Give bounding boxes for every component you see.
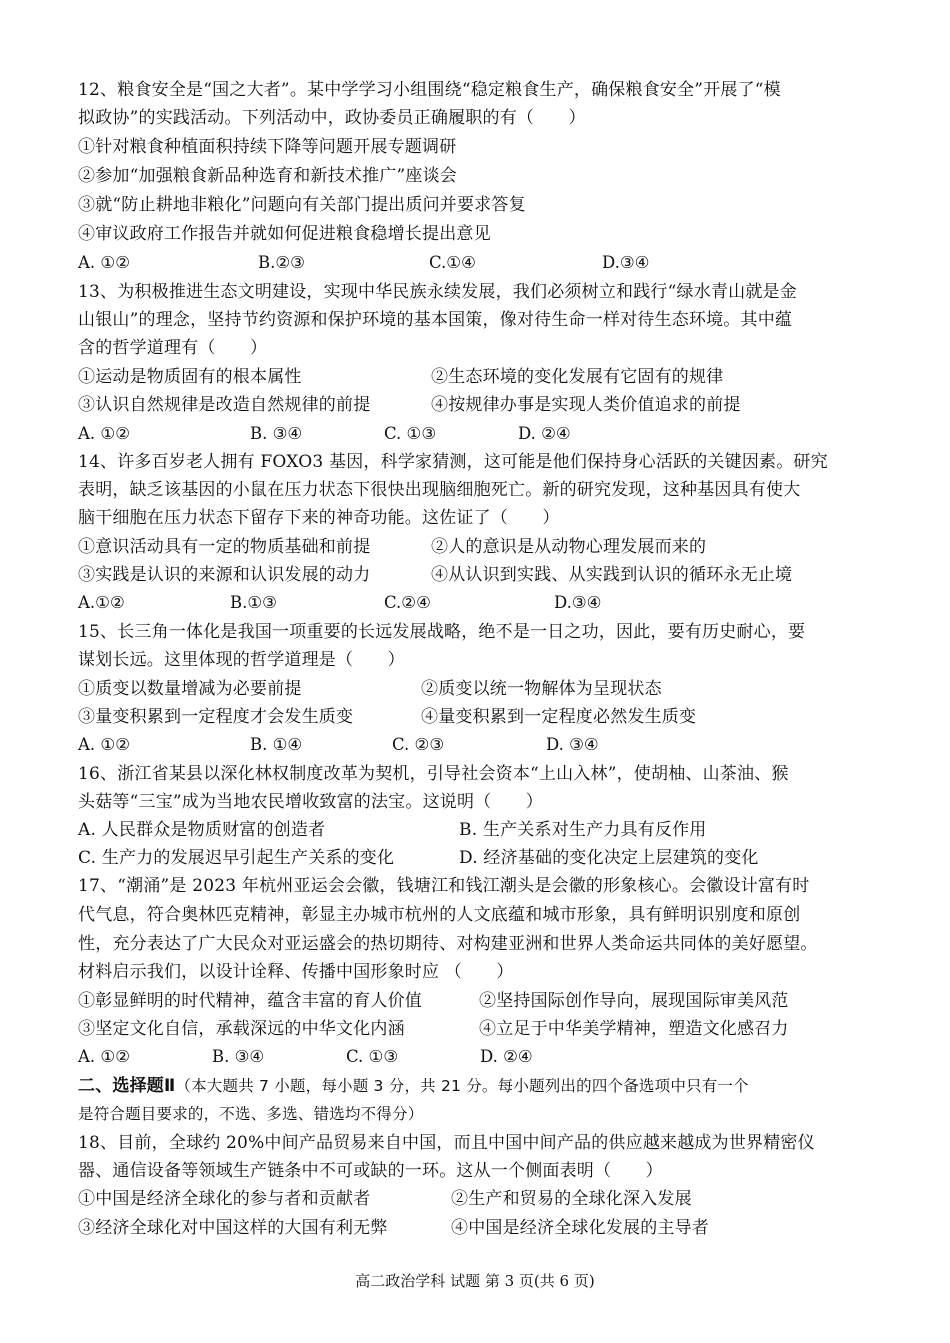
q17-item: ①彰显鲜明的时代精神，蕴含丰富的育人价值 (78, 991, 422, 1011)
option-b: B. ①④ (250, 735, 303, 754)
q12-item: ①针对粮食种植面积持续下降等问题开展专题调研 (78, 137, 457, 157)
option-d: D. ②④ (518, 424, 571, 443)
option-b: B. ③④ (250, 424, 303, 443)
option-a: A.①② (78, 593, 125, 612)
option-b: B.①③ (230, 593, 277, 612)
q15-item: ③量变积累到一定程度才会发生质变 (78, 707, 354, 727)
q14-stem: 14、许多百岁老人拥有 FOXO3 基因，科学家猜测，这可能是他们保持身心活跃的关键因素。研究 (78, 452, 828, 472)
q13-item: ②生态环境的变化发展有它固有的规律 (431, 367, 724, 387)
q18-item: ③经济全球化对中国这样的大国有利无弊 (78, 1218, 388, 1238)
option-c: C. 生产力的发展迟早引起生产关系的变化 (78, 848, 395, 868)
q15-item: ①质变以数量增减为必要前提 (78, 679, 302, 699)
q14-item: ②人的意识是从动物心理发展而来的 (431, 537, 707, 557)
q13-stem: 13、为积极推进生态文明建设，实现中华民族永续发展，我们必须树立和践行“绿水青山就是金 (78, 282, 797, 302)
q15-stem: 15、长三角一体化是我国一项重要的长远发展战略，绝不是一日之功，因此，要有历史耐心，要 (78, 622, 806, 642)
q18-item: ①中国是经济全球化的参与者和贡献者 (78, 1189, 371, 1209)
option-a: A. ①② (78, 735, 130, 754)
q15-item: ④量变积累到一定程度必然发生质变 (421, 707, 697, 727)
q13-item: ③认识自然规律是改造自然规律的前提 (78, 395, 371, 415)
option-d: D.③④ (554, 593, 602, 612)
q13-stem: 山银山”的理念，坚持节约资源和保护环境的基本国策，像对待生命一样对待生态环境。其中蕴 (78, 310, 793, 330)
q17-item: ④立足于中华美学精神，塑造文化感召力 (479, 1019, 789, 1039)
q18-item: ②生产和贸易的全球化深入发展 (451, 1189, 692, 1209)
q12-item: ②参加“加强粮食新品种选育和新技术推广”座谈会 (78, 166, 457, 186)
q17-stem: 性，充分表达了广大民众对亚运盛会的热切期待、对构建亚洲和世界人类命运共同体的美好愿望。 (78, 934, 818, 954)
option-d: D.③④ (602, 253, 650, 272)
q14-item: ④从认识到实践、从实践到认识的循环永无止境 (431, 565, 793, 585)
section-note: （本大题共 7 小题，每小题 3 分，共 21 分。每小题列出的四个备选项中只有一个 (175, 1077, 749, 1095)
q17-item: ②坚持国际创作导向，展现国际审美风范 (479, 991, 789, 1011)
q18-stem: 18、目前，全球约 20%中间产品贸易来自中国，而且中国中间产品的供应越来越成为世界精密仪 (78, 1133, 815, 1153)
option-d: D. ③④ (546, 735, 599, 754)
q12-stem: 12、粮食安全是“国之大者”。某中学学习小组围绕“稳定粮食生产，确保粮食安全”开展了“模 (78, 80, 781, 100)
q12-item: ③就“防止耕地非粮化”问题向有关部门提出质问并要求答复 (78, 195, 526, 215)
q17-stem: 17、“潮涌”是 2023 年杭州亚运会会徽，钱塘江和钱江潮头是会徽的形象核心。会徽设计富有时 (78, 876, 810, 896)
option-b: B. ③④ (212, 1047, 265, 1066)
q12-item: ④审议政府工作报告并就如何促进粮食稳增长提出意见 (78, 224, 491, 244)
option-b: B. 生产关系对生产力具有反作用 (459, 820, 707, 840)
page-footer: 高二政治学科 试题 第 3 页(共 6 页) (355, 1272, 595, 1290)
section-heading (78, 1076, 749, 1096)
q17-stem: 材料启示我们，以设计诠释、传播中国形象时应 （ ） (78, 962, 514, 982)
q16-stem: 头菇等“三宝”成为当地农民增收致富的法宝。这说明（ ） (78, 792, 543, 812)
option-c: C.①④ (429, 253, 476, 272)
q17-stem: 代气息，符合奥林匹克精神，彰显主办城市杭州的人文底蕴和城市形象，具有鲜明识别度和原创 (78, 905, 801, 925)
option-d: D. ②④ (480, 1047, 533, 1066)
option-a: A. ①② (78, 1047, 130, 1066)
option-c: C. ①③ (384, 424, 437, 443)
q13-item: ④按规律办事是实现人类价值追求的前提 (431, 395, 741, 415)
option-d: D. 经济基础的变化决定上层建筑的变化 (459, 848, 759, 868)
q14-stem: 表明，缺乏该基因的小鼠在压力状态下很快出现脑细胞死亡。新的研究发现，这种基因具有使大 (78, 480, 801, 500)
option-b: B.②③ (258, 253, 305, 272)
q14-stem: 脑干细胞在压力状态下留存下来的神奇功能。这佐证了（ ） (78, 508, 560, 528)
q13-item: ①运动是物质固有的根本属性 (78, 367, 302, 387)
q14-item: ①意识活动具有一定的物质基础和前提 (78, 537, 371, 557)
option-a: A. 人民群众是物质财富的创造者 (78, 820, 326, 840)
q18-item: ④中国是经济全球化发展的主导者 (451, 1218, 709, 1238)
q16-stem: 16、浙江省某县以深化林权制度改革为契机，引导社会资本“上山入林”，使胡柚、山茶油、猴 (78, 764, 789, 784)
q17-item: ③坚定文化自信，承载深远的中华文化内涵 (78, 1019, 405, 1039)
option-c: C.②④ (384, 593, 431, 612)
q15-stem: 谋划长远。这里体现的哲学道理是（ ） (78, 650, 405, 670)
option-a: A. ①② (78, 424, 130, 443)
q18-stem: 器、通信设备等领域生产链条中不可或缺的一环。这从一个侧面表明（ ） (78, 1161, 663, 1181)
option-c: C. ②③ (392, 735, 445, 754)
section-note: 是符合题目要求的，不选、多选、错选均不得分） (78, 1105, 424, 1123)
q13-stem: 含的哲学道理有（ ） (78, 338, 268, 358)
option-c: C. ①③ (346, 1047, 399, 1066)
option-a: A. ①② (78, 253, 130, 272)
q14-item: ③实践是认识的来源和认识发展的动力 (78, 565, 371, 585)
section-title: 二、选择题Ⅱ (78, 1076, 176, 1096)
q12-stem: 拟政协”的实践活动。下列活动中，政协委员正确履职的有（ ） (78, 108, 586, 128)
q15-item: ②质变以统一物解体为呈现状态 (421, 679, 662, 699)
